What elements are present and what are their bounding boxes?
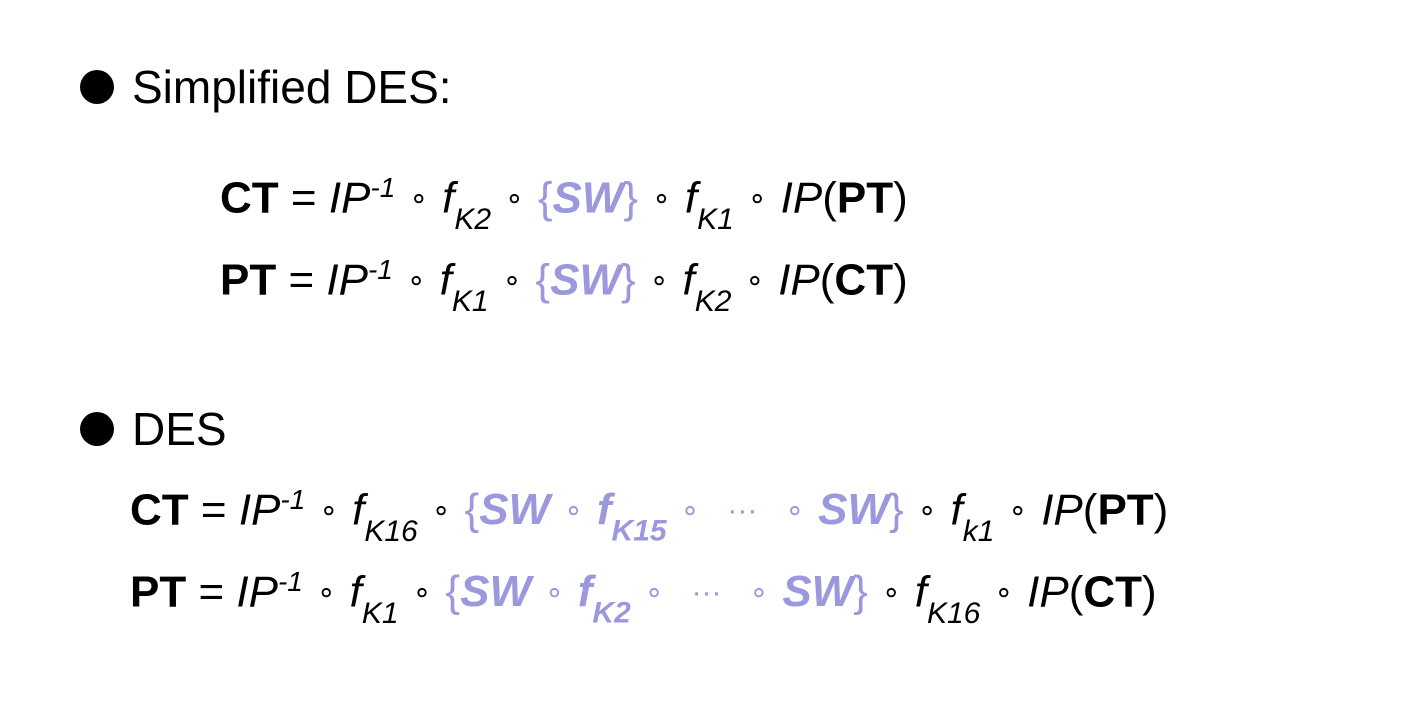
ellipsis: ···	[727, 494, 758, 528]
compose-operator: ∘	[652, 182, 671, 216]
compose-operator: ∘	[747, 182, 767, 216]
ip-symbol: IP	[326, 255, 368, 305]
ip-symbol: IP	[1027, 567, 1069, 617]
equation-des-decrypt: PT = $IP^{-1}$ ∘ $f_{K1}\circ$ {SW ∘ $f_{K2}\circ$ ··· ∘ SW} ∘ $f_{K16}\circ$ IP(CT)	[130, 566, 1157, 630]
f-symbol: f	[442, 173, 455, 223]
f-symbol: f	[352, 485, 365, 535]
bullet-dot-icon	[80, 70, 114, 104]
compose-operator: ∘	[1008, 494, 1028, 528]
compose-operator: ∘	[319, 494, 339, 528]
equation-des-encrypt: CT = $IP^{-1}$ ∘ $f_{K16}\circ$ {SW ∘ $f_{K15}\circ$ ··· ∘ SW} ∘ $f_{k1}\circ$ IP(PT)	[130, 484, 1169, 548]
round-group: {SW ∘ $f_{K2}\circ$ ··· ∘ SW}	[445, 567, 868, 630]
key-subscript: K15	[611, 514, 667, 548]
key-subscript: K1	[451, 284, 489, 318]
f-symbol: f	[684, 173, 698, 223]
ct-symbol: CT	[130, 485, 189, 535]
bullet-label: Simplified DES:	[132, 61, 452, 113]
inverse-superscript: -1	[370, 172, 396, 203]
key-subscript: K2	[694, 284, 732, 318]
sw-symbol: SW	[552, 173, 624, 223]
bullet-simplified-des	[80, 60, 452, 114]
inverse-superscript: -1	[280, 484, 306, 515]
compose-operator: ∘	[881, 576, 901, 610]
compose-operator: ∘	[994, 576, 1014, 610]
ip-symbol: IP	[1041, 485, 1083, 535]
ip-symbol: IP	[328, 173, 371, 223]
compose-operator: ∘	[649, 264, 669, 298]
ip-symbol: IP	[780, 173, 823, 223]
bullet-des	[80, 402, 227, 456]
ellipsis: ···	[691, 576, 722, 610]
ct-symbol: CT	[1083, 567, 1142, 617]
inverse-superscript: -1	[367, 254, 393, 285]
sw-symbol: SW	[550, 255, 621, 305]
key-subscript: K16	[364, 514, 418, 548]
f-symbol: f	[914, 567, 927, 617]
ct-symbol: CT	[834, 255, 894, 305]
round-group: {SW ∘ $f_{K15}\circ$ ··· ∘ SW}	[464, 485, 904, 548]
compose-operator: ∘	[917, 494, 937, 528]
sw-symbol: SW	[460, 567, 531, 617]
f-symbol: f	[577, 567, 593, 617]
key-subscript: K2	[592, 596, 631, 630]
compose-operator: ∘	[412, 576, 432, 610]
key-subscript: K1	[697, 202, 734, 236]
f-symbol: f	[349, 567, 362, 617]
pt-symbol: PT	[1097, 485, 1154, 535]
equals-sign: =	[288, 255, 315, 305]
sw-symbol: SW	[818, 485, 890, 535]
compose-operator: ∘	[745, 264, 765, 298]
ct-symbol: CT	[220, 173, 279, 223]
f-symbol: f	[596, 485, 612, 535]
ip-symbol: IP	[778, 255, 820, 305]
equals-sign: =	[200, 485, 227, 535]
compose-operator: ∘	[431, 494, 451, 528]
pt-symbol: PT	[836, 173, 894, 223]
f-symbol: f	[950, 485, 963, 535]
sw-symbol: SW	[782, 567, 854, 617]
compose-operator: ∘	[502, 264, 522, 298]
ip-symbol: IP	[238, 485, 281, 535]
ip-symbol: IP	[236, 567, 278, 617]
f-symbol: f	[439, 255, 452, 305]
f-symbol: f	[682, 255, 695, 305]
key-subscript: K2	[454, 202, 492, 236]
inverse-superscript: -1	[277, 566, 303, 597]
pt-symbol: PT	[130, 567, 187, 617]
equals-sign: =	[290, 173, 317, 223]
bullet-label: DES	[132, 403, 227, 455]
compose-operator: ∘	[505, 182, 524, 216]
key-subscript: K16	[926, 596, 981, 630]
compose-operator: ∘	[409, 182, 429, 216]
pt-symbol: PT	[220, 255, 277, 305]
switch-group: {SW}	[535, 255, 636, 305]
switch-group: {SW}	[537, 173, 639, 223]
compose-operator: ∘	[406, 264, 426, 298]
equation-sdes-encrypt: CT = $IP^{-1}$ ∘ $f_{K2}\circ$ {SW} ∘ $f_{K1}\circ$ IP(PT)	[220, 172, 908, 236]
key-subscript: K1	[361, 596, 399, 630]
sw-symbol: SW	[479, 485, 551, 535]
equals-sign: =	[198, 567, 225, 617]
bullet-dot-icon	[80, 412, 114, 446]
equation-sdes-decrypt: PT = $IP^{-1}$ ∘ $f_{K1}\circ$ {SW} ∘ $f_{K2}\circ$ IP(CT)	[220, 254, 908, 318]
compose-operator: ∘	[316, 576, 336, 610]
key-subscript: k1	[962, 514, 995, 548]
